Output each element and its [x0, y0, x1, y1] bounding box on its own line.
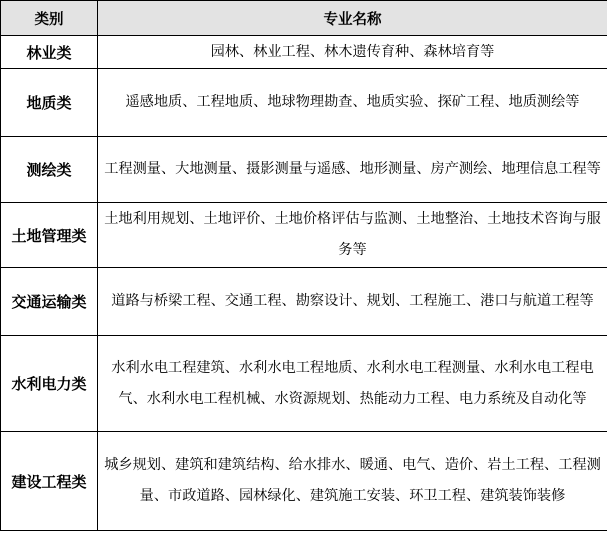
majors-cell: 遥感地质、工程地质、地球物理勘查、地质实验、探矿工程、地质测绘等: [98, 69, 607, 137]
category-cell: 测绘类: [1, 137, 98, 203]
category-cell: 地质类: [1, 69, 98, 137]
table-row: [1, 432, 607, 531]
header-category: 类别: [1, 1, 98, 36]
category-cell: 交通运输类: [1, 268, 98, 336]
category-cell: 建设工程类: [1, 432, 98, 531]
table-row: [1, 137, 607, 203]
table-row: [1, 336, 607, 432]
table-row: [1, 203, 607, 268]
table-row: [1, 69, 607, 137]
category-cell: 林业类: [1, 36, 98, 69]
majors-cell: 工程测量、大地测量、摄影测量与遥感、地形测量、房产测绘、地理信息工程等: [98, 137, 607, 203]
majors-cell: 园林、林业工程、林木遗传育种、森林培育等: [98, 36, 607, 69]
table-row: [1, 268, 607, 336]
header-row: [1, 1, 607, 36]
majors-cell: 土地利用规划、土地评价、土地价格评估与监测、土地整治、土地技术咨询与服务等: [98, 203, 607, 268]
category-cell: 土地管理类: [1, 203, 98, 268]
category-cell: 水利电力类: [1, 336, 98, 432]
header-majors: 专业名称: [98, 1, 607, 36]
table-row: [1, 36, 607, 69]
majors-cell: 道路与桥梁工程、交通工程、勘察设计、规划、工程施工、港口与航道工程等: [98, 268, 607, 336]
majors-cell: 城乡规划、建筑和建筑结构、给水排水、暖通、电气、造价、岩土工程、工程测量、市政道路、园林绿化、建筑施工安装、环卫工程、建筑装饰装修: [98, 432, 607, 531]
majors-cell: 水利水电工程建筑、水利水电工程地质、水利水电工程测量、水利水电工程电气、水利水电工程机械、水资源规划、热能动力工程、电力系统及自动化等: [98, 336, 607, 432]
